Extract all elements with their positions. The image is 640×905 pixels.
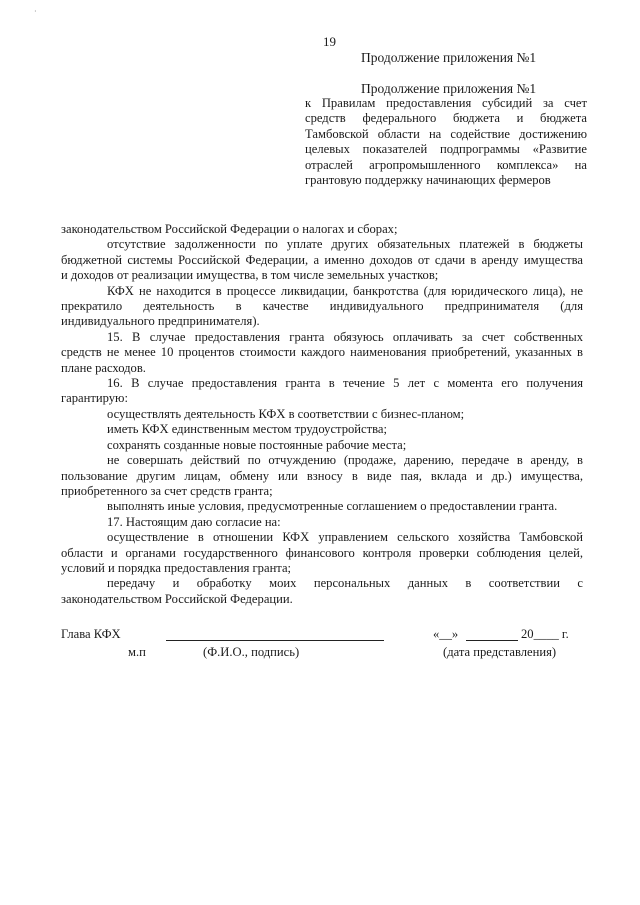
body-line: приобретенного за счет средств гранта; bbox=[61, 483, 273, 498]
body-line: прекратило деятельность в качестве индивидуального предпринимателя (для bbox=[61, 299, 583, 314]
body-line: пользование другим лицам, обмену или взносу в виде пая, вклада и др.) имущества, bbox=[61, 468, 583, 483]
body-line: отсутствие задолженности по уплате других обязательных платежей в бюджеты bbox=[107, 237, 583, 252]
header-line: отраслей агропромышленного комплекса» на bbox=[305, 157, 587, 172]
signature-line bbox=[166, 640, 384, 641]
name-caption: (Ф.И.О., подпись) bbox=[203, 645, 300, 659]
continuation-label-top: Продолжение приложения №1 bbox=[361, 50, 537, 65]
date-day: «__» bbox=[433, 627, 459, 641]
header-line: средств федерального бюджета и бюджета bbox=[305, 111, 587, 126]
body-line: КФХ не находится в процессе ликвидации, банкротства (для юридического лица), не bbox=[107, 283, 583, 298]
body-line: 16. В случае предоставления гранта в течение 5 лет с момента его получения bbox=[107, 376, 583, 391]
document-body bbox=[61, 222, 583, 607]
body-line: 15. В случае предоставления гранта обязуюсь оплачивать за счет собственных bbox=[107, 329, 583, 344]
header-line: Тамбовской области на содействие достижению bbox=[305, 126, 587, 141]
body-line: индивидуального предпринимателя). bbox=[61, 314, 260, 329]
body-line: осуществление в отношении КФХ управлением сельского хозяйства Тамбовской bbox=[107, 530, 583, 545]
body-line: выполнять иные условия, предусмотренные соглашением о предоставлении гранта. bbox=[107, 499, 558, 514]
corner-mark: · bbox=[34, 7, 37, 16]
page-number: 19 bbox=[323, 34, 336, 49]
body-line: бюджетной системы Российской Федерации, а именно доходов от сдачи в аренду имущества bbox=[61, 252, 583, 267]
date-caption: (дата представления) bbox=[443, 645, 557, 659]
body-line: средств не менее 10 процентов стоимости каждого наименования приобретений, указанных в bbox=[61, 345, 583, 360]
head-label: Глава КФХ bbox=[61, 627, 121, 641]
body-line: осуществлять деятельность КФХ в соответствии с бизнес-планом; bbox=[107, 406, 465, 421]
header-line: грантовую поддержку начинающих фермеров bbox=[305, 173, 551, 188]
body-line: иметь КФХ единственным местом трудоустройства; bbox=[107, 422, 387, 437]
continuation-label: Продолжение приложения №1 bbox=[361, 81, 537, 96]
body-line: законодательством Российской Федерации о налогах и сборах; bbox=[61, 222, 398, 236]
stamp-label: м.п bbox=[128, 645, 146, 659]
body-line: плане расходов. bbox=[61, 360, 146, 375]
appendix-header bbox=[305, 96, 587, 188]
date-year: 20____ г. bbox=[521, 627, 569, 641]
body-line: законодательством Российской Федерации. bbox=[61, 591, 293, 606]
body-line: гарантирую: bbox=[61, 391, 128, 406]
header-line: к Правилам предоставления субсидий за счет bbox=[305, 96, 587, 110]
body-line: не совершать действий по отчуждению (продаже, дарению, передаче в аренду, в bbox=[107, 453, 583, 468]
body-line: и доходов от реализации имущества, в том числе земельных участков; bbox=[61, 268, 439, 283]
body-line: сохранять созданные новые постоянные рабочие места; bbox=[107, 437, 407, 452]
body-line: условий и порядка предоставления гранта; bbox=[61, 560, 292, 575]
date-month-line bbox=[466, 640, 518, 641]
header-line: целевых показателей подпрограммы «Развитие bbox=[305, 142, 587, 157]
body-line: 17. Настоящим даю согласие на: bbox=[107, 514, 281, 529]
body-line: области и органами государственного финансового контроля проверки соблюдения целей, bbox=[61, 545, 583, 560]
body-line: передачу и обработку моих персональных данных в соответствии с bbox=[107, 576, 583, 591]
